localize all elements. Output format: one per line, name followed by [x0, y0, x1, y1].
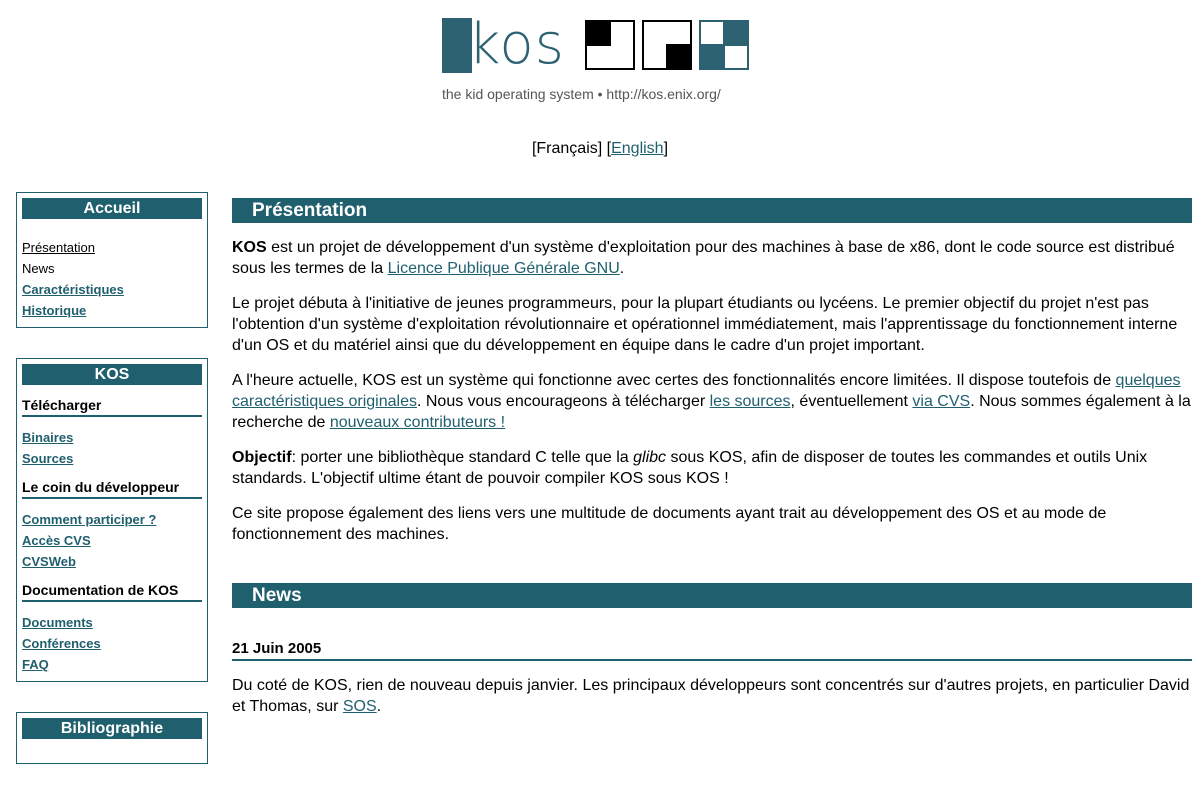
logo-square-1-icon — [585, 20, 635, 70]
sidebar-box-kos — [16, 358, 208, 682]
kos-wordmark — [442, 12, 565, 77]
sidebar — [16, 192, 208, 794]
sidebar-links-documentation — [22, 612, 202, 675]
sidebar-item-binaires[interactable]: Binaires — [22, 430, 74, 445]
gpl-link[interactable]: Licence Publique Générale GNU — [387, 260, 620, 277]
sidebar-heading-documentation: Documentation de KOS — [22, 580, 202, 602]
status-text-4: . Nous sommes également à la recherche de — [232, 393, 1191, 431]
sidebar-item-sources[interactable]: Sources — [22, 451, 74, 466]
paragraph-status — [232, 370, 1192, 433]
sidebar-links-accueil — [22, 237, 202, 321]
news-text: Du coté de KOS, rien de nouveau depuis janvier. Les principaux développeurs sont concentrés sur d'autres projets, en particulier David et Thomas, sur — [232, 677, 1190, 715]
features-link[interactable]: quelques caractéristiques originales — [232, 372, 1181, 410]
objective-text-2: sous KOS, afin de disposer de toutes les commandes et outils Unix standards. L'objectif ultime étant de pouvoir compiler KOS sous KOS ! — [232, 449, 1148, 487]
logo-square-3-icon — [699, 20, 749, 70]
lang-francais: [Français] [ — [531, 140, 612, 157]
sidebar-box-bibliographie — [16, 712, 208, 764]
section-title-presentation: Présentation — [232, 198, 1192, 223]
intro-end: . — [619, 260, 625, 277]
sidebar-item-presentation[interactable]: Présentation — [22, 240, 95, 255]
sidebar-item-acces-cvs[interactable]: Accès CVS — [22, 533, 91, 548]
status-text-3: , éventuellement — [790, 393, 913, 410]
sidebar-title-accueil: Accueil — [22, 198, 202, 219]
tagline: the kid operating system • http://kos.enix.org/ — [442, 86, 721, 102]
sidebar-title-kos: KOS — [22, 364, 202, 385]
sidebar-item-faq[interactable]: FAQ — [22, 657, 49, 672]
objective-glibc: glibc — [633, 449, 667, 466]
cvs-link[interactable]: via CVS — [912, 393, 971, 410]
sidebar-item-documents[interactable]: Documents — [22, 615, 93, 630]
paragraph-objective — [232, 447, 1192, 489]
sources-link[interactable]: les sources — [709, 393, 791, 410]
sos-link[interactable]: SOS — [342, 698, 377, 715]
news-end: . — [376, 698, 382, 715]
sidebar-heading-coin: Le coin du développeur — [22, 477, 202, 499]
logo-text: kos — [468, 12, 565, 77]
status-text-1: A l'heure actuelle, KOS est un système qui fonctionne avec certes des fonctionnalités encore limitées. Il dispose toutefois de — [232, 372, 1116, 389]
main-content — [232, 198, 1192, 717]
intro-text: est un projet de développement d'un système d'exploitation pour des machines à base de x86, dont le code source est distribué sous les termes de la — [232, 239, 1175, 277]
sidebar-links-telecharger — [22, 427, 202, 469]
lang-english-link[interactable]: English — [611, 140, 664, 157]
sidebar-item-cvsweb[interactable]: CVSWeb — [22, 554, 76, 569]
objective-bold: Objectif — [232, 449, 292, 466]
sidebar-title-bibliographie: Bibliographie — [22, 718, 202, 739]
news-date: 21 Juin 2005 — [232, 640, 1192, 661]
sidebar-links-coin — [22, 509, 202, 572]
sidebar-box-accueil — [16, 192, 208, 328]
sidebar-heading-telecharger: Télécharger — [22, 395, 202, 417]
sidebar-item-news: News — [22, 261, 55, 276]
sidebar-item-caracteristiques[interactable]: Caractéristiques — [22, 282, 124, 297]
lang-close: ] — [663, 140, 669, 157]
contributors-link[interactable]: nouveaux contributeurs ! — [329, 414, 506, 431]
paragraph-links: Ce site propose également des liens vers une multitude de documents ayant trait au développement des OS et au mode de fonctionnement des machines. — [232, 505, 1107, 543]
language-selector — [0, 140, 1200, 158]
paragraph-intro — [232, 237, 1192, 279]
status-text-2: . Nous vous encourageons à télécharger — [416, 393, 710, 410]
site-header — [0, 0, 1200, 180]
sidebar-item-comment-participer[interactable]: Comment participer ? — [22, 512, 157, 527]
logo-square-2-icon — [642, 20, 692, 70]
intro-bold-kos: KOS — [232, 239, 267, 256]
sidebar-item-historique[interactable]: Historique — [22, 303, 87, 318]
news-paragraph — [232, 675, 1192, 717]
paragraph-project: Le projet débuta à l'initiative de jeunes programmeurs, pour la plupart étudiants ou lycéens. Le premier objectif du projet n'est pas l'obtention d'un système d'exploitation révolutionnaire et opérationnel immédiatement, mais l'apprentissage du fonctionnement interne d'un OS et du matériel ainsi que du développement en équipe dans le cadre d'un projet important. — [232, 295, 1178, 354]
section-title-news: News — [232, 583, 1192, 608]
objective-text-1: : porter une bibliothèque standard C telle que la — [291, 449, 634, 466]
sidebar-item-conferences[interactable]: Conférences — [22, 636, 101, 651]
